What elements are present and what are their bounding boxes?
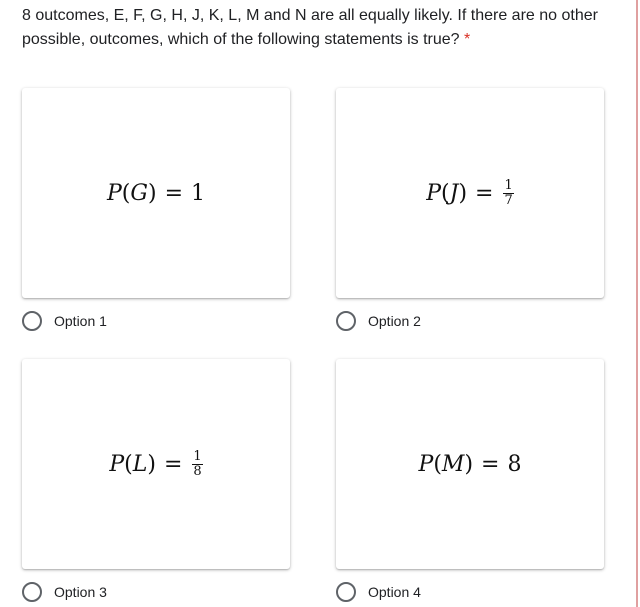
expr-equals: = [164, 180, 183, 206]
expr-close-paren: ) [458, 180, 468, 206]
expr-variable: J [449, 180, 459, 206]
expr-open-paren: ( [121, 180, 131, 206]
expr-close-paren: ) [147, 451, 156, 477]
expr-fraction [503, 179, 513, 208]
expr-close-paren: ) [147, 180, 157, 206]
option-4-image-card[interactable] [336, 359, 604, 569]
expr-open-paren: ( [441, 180, 450, 206]
fraction-denominator: 7 [504, 192, 513, 208]
expr-value: 1 [191, 180, 205, 206]
expr-equals: = [481, 451, 500, 477]
option-2-expression [426, 179, 514, 208]
option-3-expression [109, 450, 202, 479]
expr-equals: = [163, 451, 183, 477]
expr-fraction [192, 450, 202, 479]
option-3-radio[interactable] [22, 582, 42, 602]
option-4-label[interactable]: Option 4 [368, 584, 421, 600]
expr-variable: L [132, 451, 148, 477]
option-1-radio[interactable] [22, 311, 42, 331]
option-3-label[interactable]: Option 3 [54, 584, 107, 600]
expr-variable: G [130, 180, 148, 206]
option-1-label[interactable]: Option 1 [54, 313, 107, 329]
option-2-label[interactable]: Option 2 [368, 313, 421, 329]
expr-value: 8 [507, 451, 522, 477]
option-4-expression [419, 452, 522, 477]
page-edge-border [636, 0, 638, 607]
question-text [22, 4, 612, 52]
expr-prefix: P [109, 451, 125, 477]
option-2-image-card[interactable] [336, 88, 604, 298]
option-4-radio[interactable] [336, 582, 356, 602]
expr-variable: M [441, 451, 465, 477]
expr-prefix: P [106, 180, 122, 206]
question-label: 8 outcomes, E, F, G, H, J, K, L, M and N are all equally likely. If there are no other possible, outcomes, which of the following statements is true? [22, 7, 598, 48]
expr-prefix: P [418, 451, 434, 477]
expr-open-paren: ( [124, 451, 133, 477]
fraction-numerator: 1 [504, 177, 513, 193]
expr-open-paren: ( [433, 451, 442, 477]
expr-prefix: P [426, 180, 442, 206]
expr-equals: = [475, 180, 494, 206]
option-1-image-card[interactable] [22, 88, 290, 298]
option-1-expression [107, 181, 205, 206]
option-3-image-card[interactable] [22, 359, 290, 569]
expr-close-paren: ) [464, 451, 474, 477]
option-2-radio[interactable] [336, 311, 356, 331]
required-asterisk: * [464, 31, 471, 48]
fraction-denominator: 8 [193, 463, 202, 479]
fraction-numerator: 1 [193, 448, 202, 464]
